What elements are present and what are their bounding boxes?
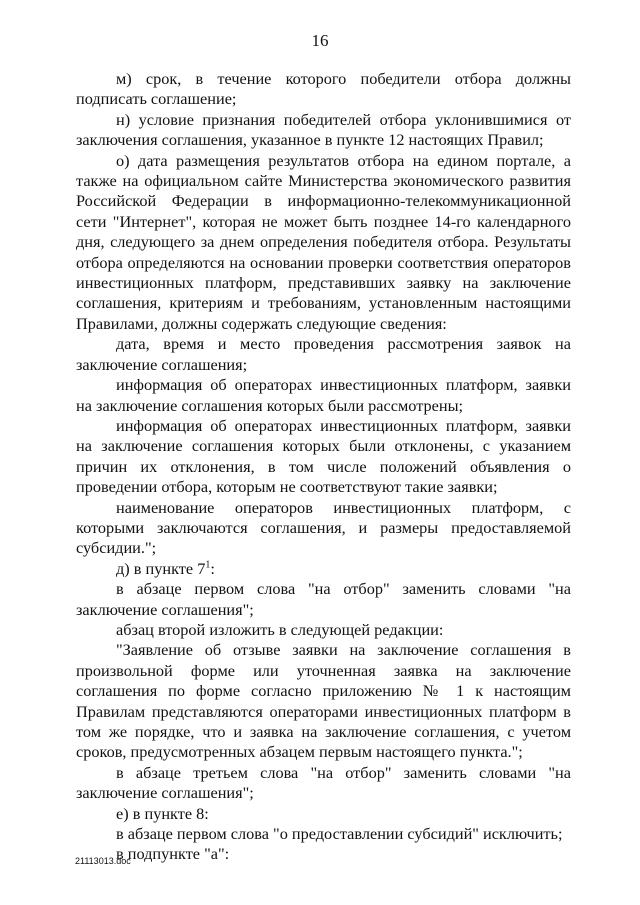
paragraph-o: о) дата размещения результатов отбора на едином портале, а также на официальном сайте Министерства экономического развития Российской Федерации в информационно-телекоммуникационной сети "Интернет", которая не может быть позднее 14-го календарного дня, следующего за днем определения победителя отбора. Результаты отбора определяются на основании проверки соответствия операторов инвестиционных платформ, представивших заявку на заключение соглашения, критериям и требованиям, установленным настоящими Правилами, должны содержать следующие сведения:	[76, 150, 571, 333]
page-number: 16	[311, 31, 329, 50]
item-7-1-superscript: 1	[205, 559, 211, 571]
footer-document-code: 21113013.doc	[75, 856, 131, 866]
paragraph-d-item-7-1	[76, 559, 571, 579]
paragraph-e-item-8: е) в пункте 8:	[116, 803, 209, 823]
paragraph-first-abzac-exclude: в абзаце первом слова "о предоставлении субсидий" исключить;	[116, 824, 563, 844]
item-7-1-suffix: :	[210, 558, 215, 578]
document-body	[76, 69, 571, 865]
paragraph-third-abzac-replace: в абзаце третьем слова "на отбор" заменить словами "на заключение соглашения";	[76, 762, 571, 803]
paragraph-n: н) условие признания победителей отбора уклонившимися от заключения соглашения, указанное в пункте 12 настоящих Правил;	[76, 109, 571, 150]
paragraph-info-rejected: информация об операторах инвестиционных платформ, заявки на заключение соглашения которых были отклонены, с указанием причин их отклонения, в том числе положений объявления о проведении отбора, которым не соответствуют такие заявки;	[76, 415, 571, 497]
paragraph-m: м) срок, в течение которого победители отбора должны подписать соглашение;	[76, 69, 571, 109]
paragraph-first-abzac-replace: в абзаце первом слова "на отбор" заменить словами "на заключение соглашения";	[76, 579, 571, 619]
paragraph-date-time-place: дата, время и место проведения рассмотрения заявок на заключение соглашения;	[76, 334, 571, 374]
paragraph-info-reviewed: информация об операторах инвестиционных платформ, заявки на заключение соглашения которых были рассмотрены;	[76, 375, 571, 415]
paragraph-operator-names: наименование операторов инвестиционных платформ, с которыми заключаются соглашения, и размеры предоставляемой субсидии.";	[76, 497, 571, 558]
paragraph-second-abzac-intro: абзац второй изложить в следующей редакции:	[116, 619, 444, 639]
paragraph-statement-withdrawal: "Заявление об отзыве заявки на заключение соглашения в произвольной форме или уточненная заявка на заключение соглашения по форме согласно приложению № 1 к настоящим Правилам представляются операторами инвестиционных платформ в том же порядке, что и заявка на заключение соглашения, с учетом сроков, предусмотренных абзацем первым настоящего пункта.";	[76, 640, 571, 762]
item-7-1-prefix: д) в пункте 7	[116, 558, 206, 578]
paragraph-subitem-a: в подпункте "а":	[116, 844, 230, 864]
